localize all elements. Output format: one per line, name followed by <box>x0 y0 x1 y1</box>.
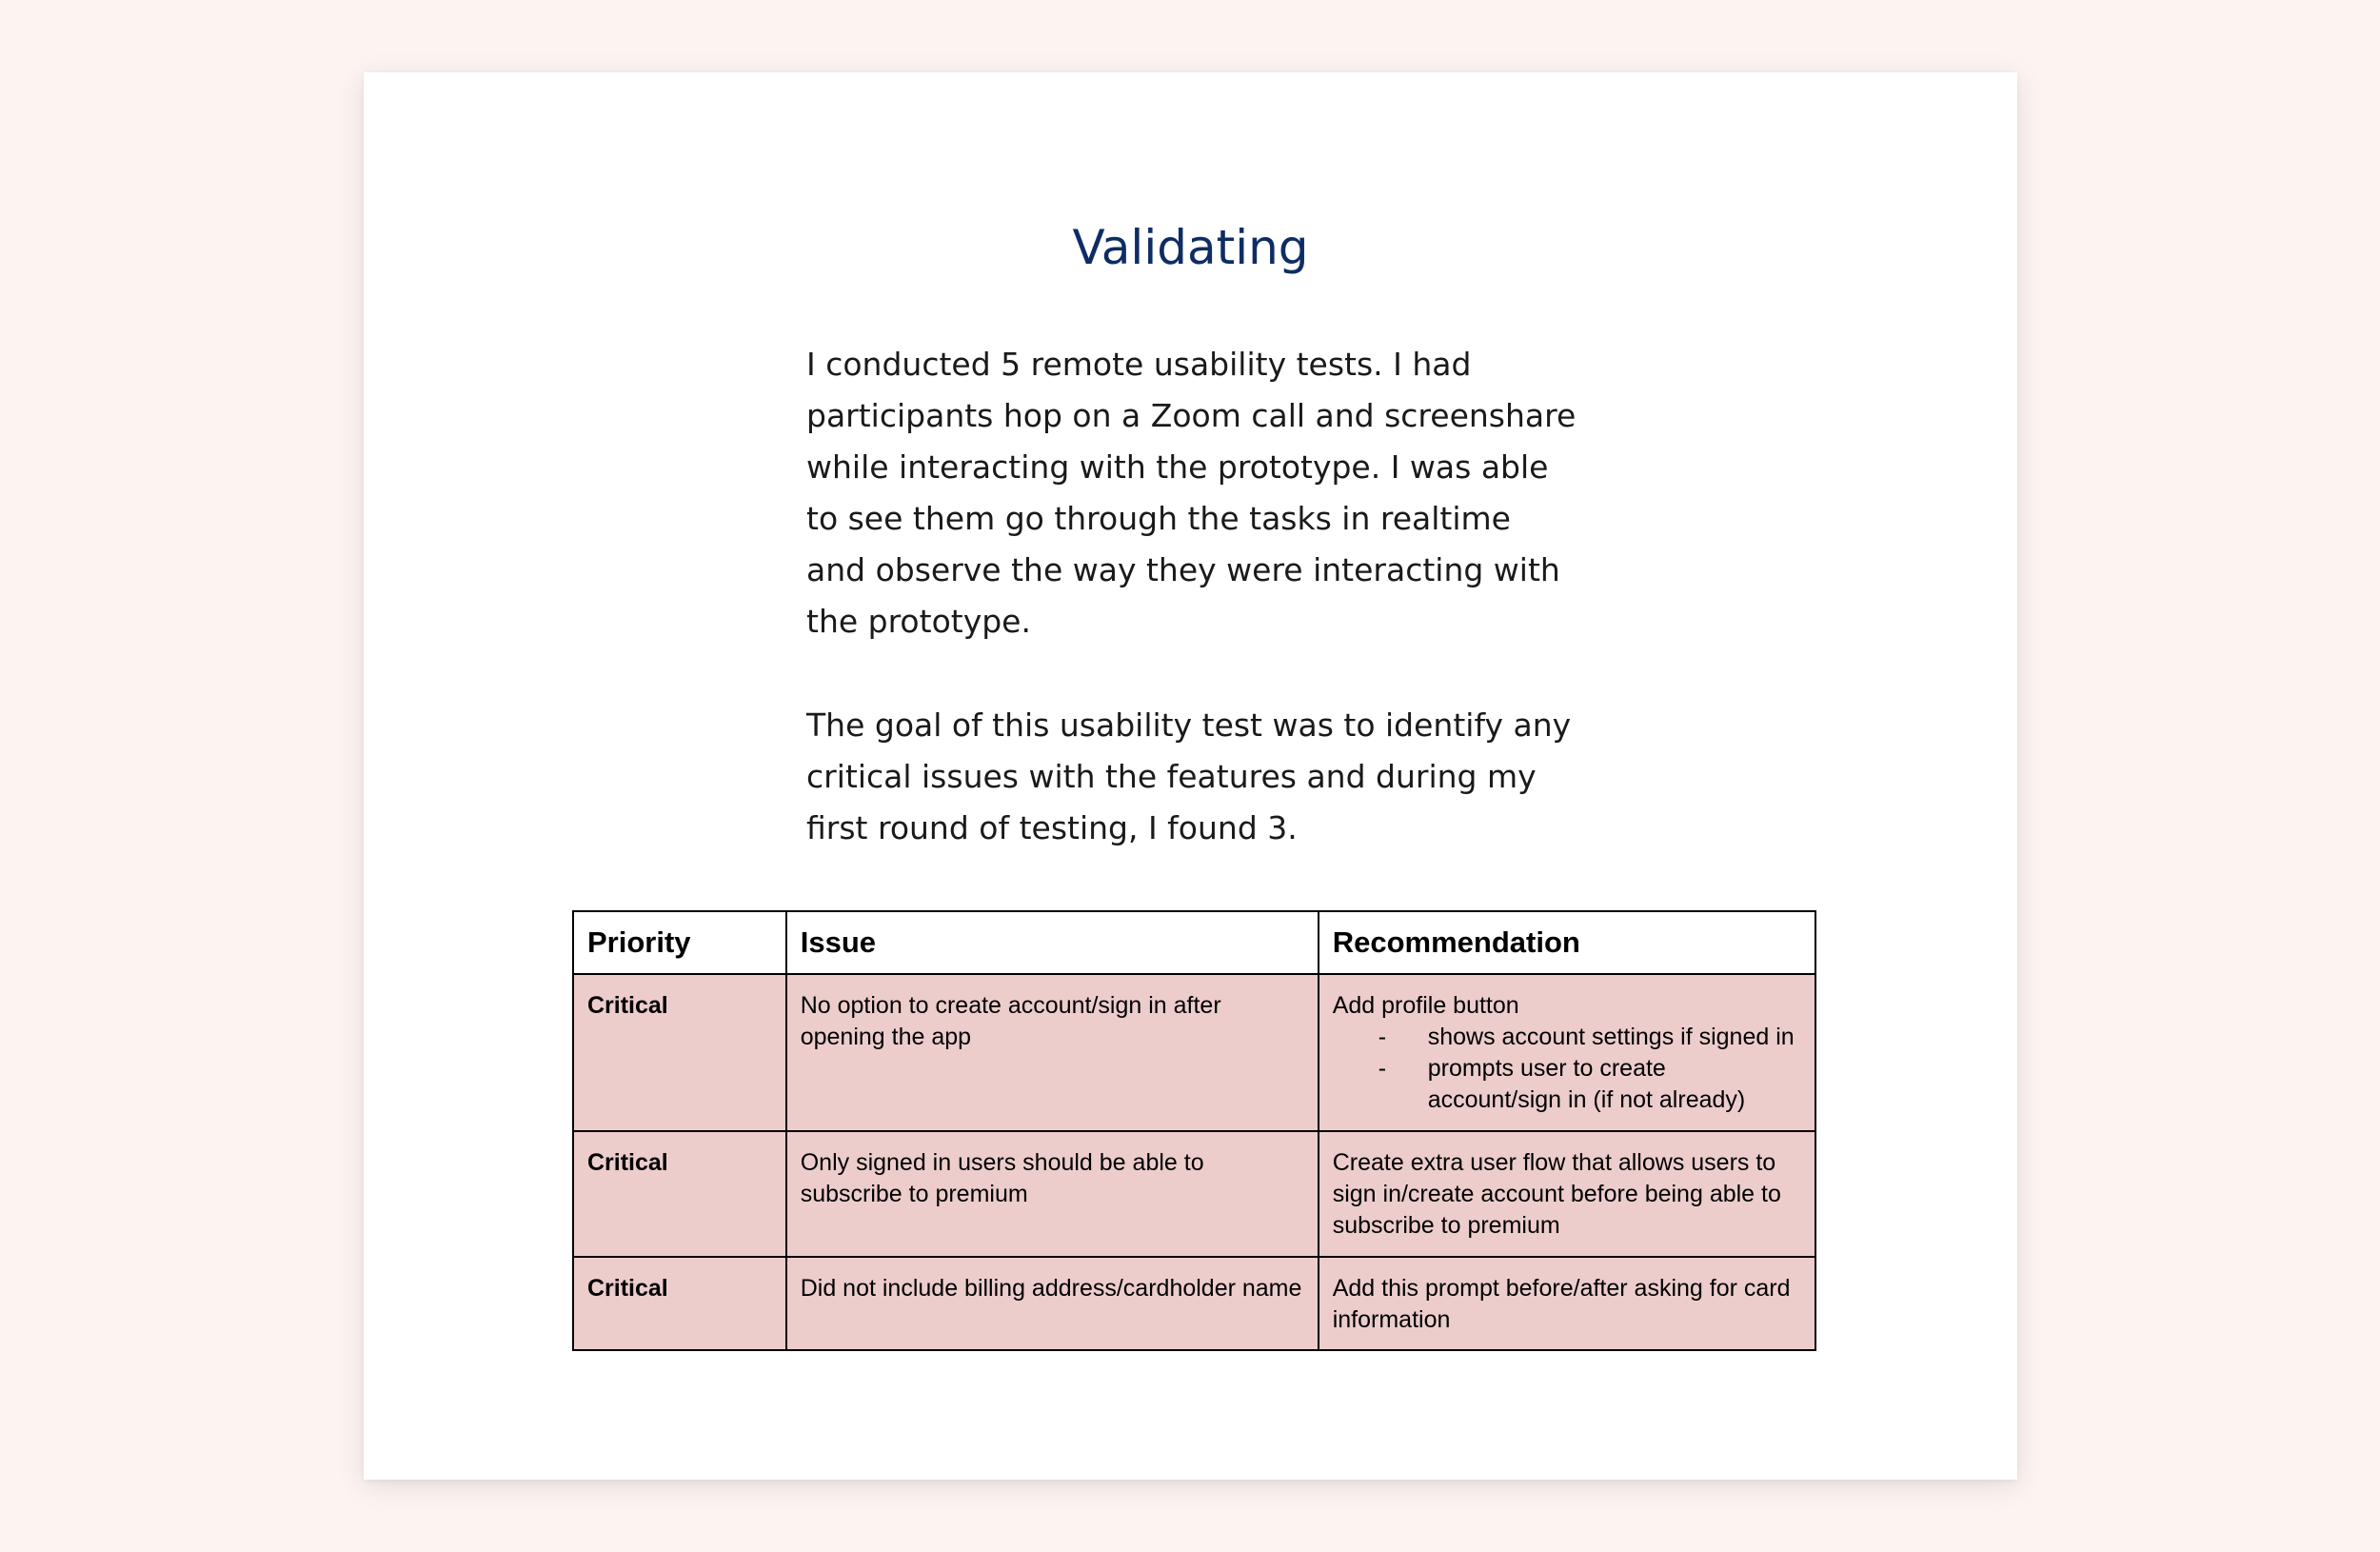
issue-cell: Only signed in users should be able to subscribe to premium <box>786 1131 1319 1257</box>
header-recommendation: Recommendation <box>1319 911 1815 974</box>
bullet-dash: - <box>1378 1055 1387 1082</box>
issue-cell: No option to create account/sign in after opening the app <box>786 974 1319 1131</box>
intro-paragraph: I conducted 5 remote usability tests. I had participants hop on a Zoom call and screenshare while interacting with the prototype. I was able to see them go through the tasks in realtime and observe the way they were interacting with the prototype. <box>806 346 1577 640</box>
bullet-text: prompts user to create account/sign in (if not already) <box>1427 1055 1746 1113</box>
table-row <box>573 974 1815 1131</box>
header-priority: Priority <box>573 911 786 974</box>
recommendation-bullet-list <box>1333 1022 1801 1116</box>
priority-cell: Critical <box>573 1131 786 1257</box>
priority-cell: Critical <box>573 974 786 1131</box>
bullet-dash: - <box>1378 1024 1387 1050</box>
priority-cell: Critical <box>573 1257 786 1350</box>
list-item <box>1378 1022 1801 1053</box>
table-row <box>573 1257 1815 1350</box>
recommendation-cell: Create extra user flow that allows users to sign in/create account before being able to subscribe to premium <box>1319 1131 1815 1257</box>
issue-cell: Did not include billing address/cardholder name <box>786 1257 1319 1350</box>
page-title: Validating <box>1072 220 1309 275</box>
list-item <box>1378 1053 1801 1116</box>
table-header-row <box>573 911 1815 974</box>
usability-issues-table <box>572 910 1816 1351</box>
table-row <box>573 1131 1815 1257</box>
document-card <box>364 72 2017 1480</box>
recommendation-cell <box>1319 974 1815 1131</box>
recommendation-text: Add profile button <box>1332 992 1519 1019</box>
goal-paragraph: The goal of this usability test was to identify any critical issues with the features and during my first round of testing, I found 3. <box>806 706 1572 846</box>
header-issue: Issue <box>786 911 1319 974</box>
recommendation-cell: Add this prompt before/after asking for card information <box>1319 1257 1815 1350</box>
bullet-text: shows account settings if signed in <box>1427 1024 1795 1050</box>
